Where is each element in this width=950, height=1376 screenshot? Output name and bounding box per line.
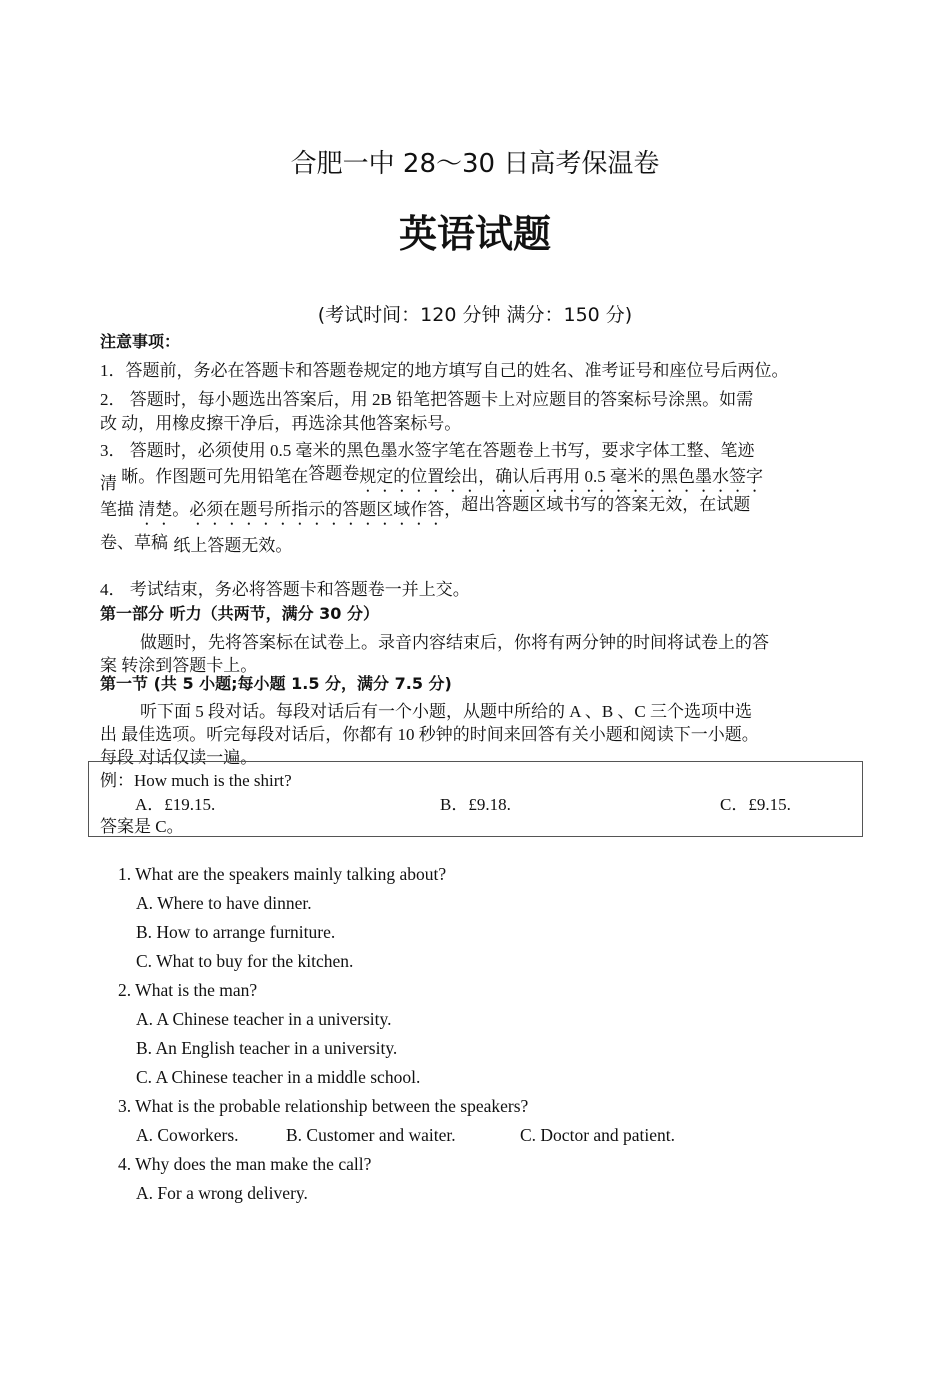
example-question: 例：How much is the shirt?	[100, 771, 292, 790]
subject-title: 英语试题	[398, 212, 551, 256]
question-4-stem: 4. Why does the man make the call?	[118, 1154, 372, 1174]
note-3-fragment-emphasis: 规定的位置绘出，确认后再用 0.5 毫米的黑色墨水签字	[359, 467, 763, 486]
note-1: 1．答题前，务必在答题卡和答题卷规定的地方填写自己的姓名、准考证号和座位号后两位。	[100, 361, 789, 380]
section1-intro-line-1: 听下面 5 段对话。每段对话后有一个小题，从题中所给的 A 、B 、C 三个选项中选	[140, 702, 753, 721]
question-2-option-c: C. A Chinese teacher in a middle school.	[136, 1067, 421, 1087]
note-3-fragment: 笔描	[100, 500, 134, 519]
question-2-option-a: A. A Chinese teacher in a university.	[136, 1009, 392, 1029]
note-3-line-3	[100, 495, 750, 529]
note-3-fragment: 超出答题区域书写的答案无效，在试题	[461, 495, 751, 515]
example-option-b: B．£9.18.	[440, 795, 511, 814]
question-2-stem: 2. What is the man?	[118, 980, 258, 1000]
part1-intro-line-1: 做题时，先将答案标在试卷上。录音内容结束后，你将有两分钟的时间将试卷上的答	[140, 633, 769, 652]
question-3-option-c: C. Doctor and patient.	[520, 1125, 676, 1145]
section1-intro-line-3: 每段 对话仅读一遍。	[100, 748, 258, 767]
question-2-option-b: B. An English teacher in a university.	[136, 1038, 398, 1058]
notes-heading: 注意事项：	[100, 332, 181, 351]
example-option-c: C．£9.15.	[720, 795, 791, 814]
question-1-option-a: A. Where to have dinner.	[136, 893, 312, 913]
section1-heading: 第一节 (共 5 小题;每小题 1.5 分，满分 7.5 分)	[100, 674, 452, 693]
note-3-fragment: 清	[100, 474, 117, 493]
question-1-stem: 1. What are the speakers mainly talking about?	[118, 864, 447, 884]
note-3-fragment-emphasis: 清楚。必须在题号所指示的答题区域作答，	[138, 500, 462, 519]
note-2-line-1: 2． 答题时，每小题选出答案后，用 2B 铅笔把答题卡上对应题目的答案标号涂黑。如需	[100, 390, 754, 409]
note-3-fragment: 纸上答题无效。	[173, 536, 293, 556]
example-option-a: A．£19.15.	[135, 795, 216, 814]
note-2-line-2: 改 动，用橡皮擦干净后，再选涂其他答案标号。	[100, 414, 462, 433]
page-title: 合肥一中 28～30 日高考保温卷	[290, 149, 660, 179]
note-3-line-2	[100, 462, 763, 496]
note-3-fragment: 答题卷	[308, 464, 360, 484]
note-3-line-4	[100, 528, 293, 556]
note-3-line-1: 3． 答题时，必须使用 0.5 毫米的黑色墨水签字笔在答题卷上书写，要求字体工整、笔迹	[100, 441, 755, 460]
section1-intro-line-2: 出 最佳选项。听完每段对话后，你都有 10 秒钟的时间来回答有关小题和阅读下一小题。	[100, 725, 759, 744]
note-4: 4． 考试结束，务必将答题卡和答题卷一并上交。	[100, 580, 470, 599]
part1-intro-line-2: 案 转涂到答题卡上。	[100, 656, 258, 675]
question-1-option-b: B. How to arrange furniture.	[136, 922, 336, 942]
question-4-option-a: A. For a wrong delivery.	[136, 1183, 308, 1203]
question-3-stem: 3. What is the probable relationship between the speakers?	[118, 1096, 529, 1116]
exam-info: (考试时间：120 分钟 满分：150 分)	[317, 304, 633, 326]
question-1-option-c: C. What to buy for the kitchen.	[136, 951, 354, 971]
note-3-fragment: 卷、草稿	[100, 533, 168, 553]
question-3-option-b: B. Customer and waiter.	[286, 1125, 456, 1145]
question-3-option-a: A. Coworkers.	[136, 1125, 239, 1145]
note-3-fragment: 晰。作图题可先用铅笔在	[121, 467, 309, 486]
part1-heading: 第一部分 听力（共两节，满分 30 分）	[100, 604, 379, 623]
example-answer: 答案是 C。	[100, 817, 184, 836]
